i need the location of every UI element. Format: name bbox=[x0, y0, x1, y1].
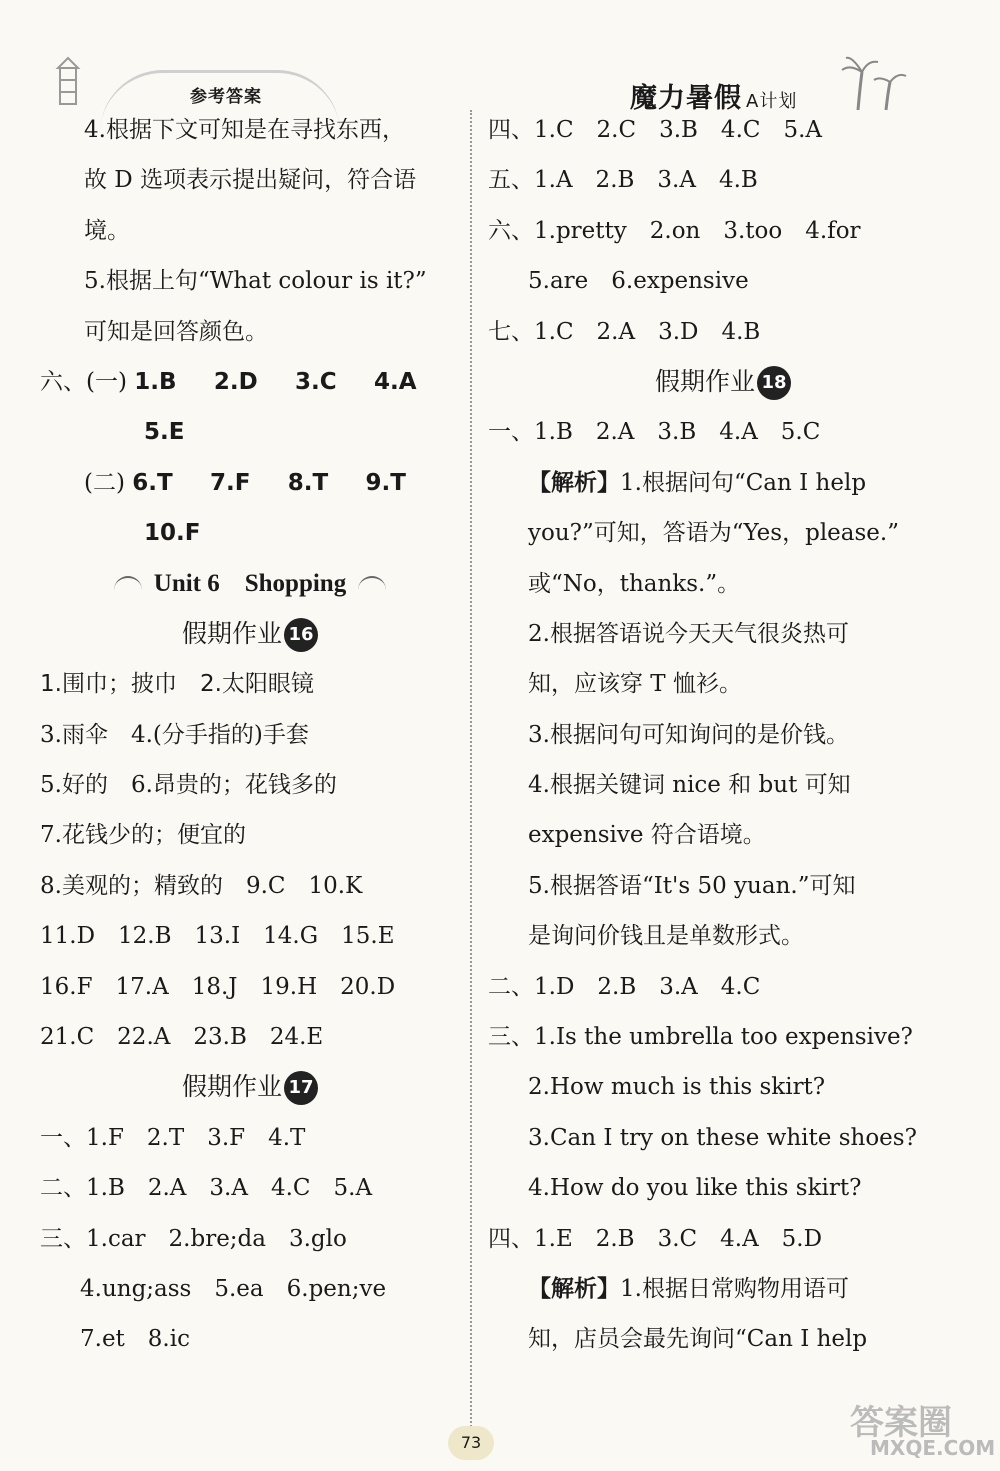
vocab-line: 8.美观的；精致的 9.C 10.K bbox=[40, 872, 363, 899]
text-line: 2.根据答语说今天天气很炎热可 bbox=[528, 620, 849, 647]
answer-line: 三、1.car 2.bre;da 3.glo bbox=[40, 1225, 347, 1252]
book-title-sub: A计划 bbox=[746, 91, 798, 112]
answer-label: 参考答案 bbox=[190, 87, 262, 107]
column-divider bbox=[470, 110, 472, 1430]
answer-line: 四、1.E 2.B 3.C 4.A 5.D bbox=[488, 1225, 823, 1252]
answer-item: 7.F bbox=[210, 469, 251, 496]
homework-heading-18 bbox=[488, 357, 958, 407]
text-line: 知，店员会最先询问“Can I help bbox=[528, 1326, 868, 1353]
answer-line: 16.F 17.A 18.J 19.H 20.D bbox=[40, 973, 396, 1000]
answer-line: 5.are 6.expensive bbox=[528, 268, 749, 295]
unit-title: Unit 6 Shopping bbox=[153, 569, 347, 597]
text-line: 5.根据上句“What colour is it?” bbox=[84, 268, 427, 295]
homework-label: 假期作业 bbox=[654, 366, 755, 396]
text-line: you?”可知，答语为“Yes，please.” bbox=[528, 520, 899, 547]
text-line: 3.根据问句可知询问的是价钱。 bbox=[528, 721, 849, 748]
answer-line: 五、1.A 2.B 3.A 4.B bbox=[488, 167, 758, 194]
unit-heading bbox=[40, 559, 460, 609]
answer-item: 3.C bbox=[295, 368, 337, 395]
homework-number-badge: 16 bbox=[284, 618, 318, 652]
text-line: 5.根据答语“It's 50 yuan.”可知 bbox=[528, 872, 856, 899]
question-lead: (二) bbox=[84, 469, 125, 496]
vocab-line: 3.雨伞 4.(分手指的)手套 bbox=[40, 721, 309, 748]
homework-label: 假期作业 bbox=[181, 1072, 282, 1102]
answer-line: 5.E bbox=[144, 419, 185, 446]
answer-line: 一、1.F 2.T 3.F 4.T bbox=[40, 1124, 306, 1151]
answer-line: 2.How much is this skirt? bbox=[528, 1074, 826, 1101]
answer-line: 4.How do you like this skirt? bbox=[528, 1175, 862, 1202]
answer-line: 21.C 22.A 23.B 24.E bbox=[40, 1024, 324, 1051]
analysis-line bbox=[488, 458, 958, 508]
answer-line: 7.et 8.ic bbox=[80, 1326, 190, 1353]
answer-line bbox=[40, 458, 460, 508]
answer-line: 11.D 12.B 13.I 14.G 15.E bbox=[40, 923, 395, 950]
analysis-tag: 【解析】 bbox=[528, 469, 620, 496]
text-line: 4.根据下文可知是在寻找东西， bbox=[84, 117, 405, 143]
right-column bbox=[488, 105, 958, 1365]
answer-line: 3.Can I try on these white shoes? bbox=[528, 1124, 917, 1151]
answer-item: 6.T bbox=[132, 469, 173, 496]
answer-line: 二、1.B 2.A 3.A 4.C 5.A bbox=[40, 1175, 373, 1202]
answer-item: 8.T bbox=[287, 469, 329, 496]
answer-item: 9.T bbox=[365, 469, 406, 496]
lighthouse-icon bbox=[48, 56, 88, 108]
header-left bbox=[40, 48, 340, 110]
book-title-main: 魔力暑假 bbox=[630, 83, 742, 114]
text-line: 是询问价钱且是单数形式。 bbox=[528, 923, 804, 950]
analysis-tag: 【解析】 bbox=[528, 1275, 620, 1302]
text-line: 境。 bbox=[84, 217, 130, 244]
sun-icon bbox=[114, 576, 142, 594]
page-number: 73 bbox=[448, 1426, 494, 1460]
answer-item: 1.B bbox=[134, 368, 177, 395]
homework-heading-16 bbox=[40, 609, 460, 659]
analysis-line bbox=[488, 1264, 958, 1314]
text-line: 故 D 选项表示提出疑问，符合语 bbox=[84, 167, 417, 194]
text-line: 可知是回答颜色。 bbox=[84, 318, 268, 345]
homework-heading-17 bbox=[40, 1062, 460, 1112]
vocab-line: 1.围巾；披巾 2.太阳眼镜 bbox=[40, 671, 314, 698]
answer-line: 10.F bbox=[144, 520, 201, 547]
answer-line: 一、1.B 2.A 3.B 4.A 5.C bbox=[488, 419, 821, 446]
text-line: 4.根据关键词 nice 和 but 可知 bbox=[528, 772, 851, 799]
palm-tree-icon bbox=[838, 52, 908, 112]
watermark-url: MXQE.COM bbox=[870, 1436, 996, 1460]
answer-line: 七、1.C 2.A 3.D 4.B bbox=[488, 318, 761, 345]
vocab-line: 7.花钱少的；便宜的 bbox=[40, 822, 246, 849]
left-column bbox=[40, 105, 460, 1365]
analysis-text: 1.根据问句“Can I help bbox=[620, 469, 867, 496]
answer-line: 六、1.pretty 2.on 3.too 4.for bbox=[488, 217, 861, 244]
text-line: 知，应该穿 T 恤衫。 bbox=[528, 671, 742, 698]
answer-line: 三、1.Is the umbrella too expensive? bbox=[488, 1024, 913, 1051]
answer-line: 4.ung;ass 5.ea 6.pen;ve bbox=[80, 1275, 387, 1302]
text-line: expensive 符合语境。 bbox=[528, 822, 766, 849]
homework-number-badge: 18 bbox=[757, 366, 791, 400]
answer-item: 4.A bbox=[373, 368, 417, 395]
vocab-line: 5.好的 6.昂贵的；花钱多的 bbox=[40, 772, 337, 799]
analysis-text: 1.根据日常购物用语可 bbox=[620, 1275, 849, 1302]
sun-icon bbox=[358, 576, 386, 594]
answer-line: 四、1.C 2.C 3.B 4.C 5.A bbox=[488, 117, 823, 143]
question-lead: 六、(一) bbox=[40, 368, 127, 395]
answer-line: 二、1.D 2.B 3.A 4.C bbox=[488, 973, 761, 1000]
text-line: 或“No，thanks.”。 bbox=[528, 570, 741, 597]
homework-number-badge: 17 bbox=[284, 1071, 318, 1105]
answer-line bbox=[40, 357, 460, 407]
answer-item: 2.D bbox=[213, 368, 258, 395]
homework-label: 假期作业 bbox=[181, 618, 282, 648]
watermark-stamp: 答案圈 bbox=[850, 1403, 952, 1443]
